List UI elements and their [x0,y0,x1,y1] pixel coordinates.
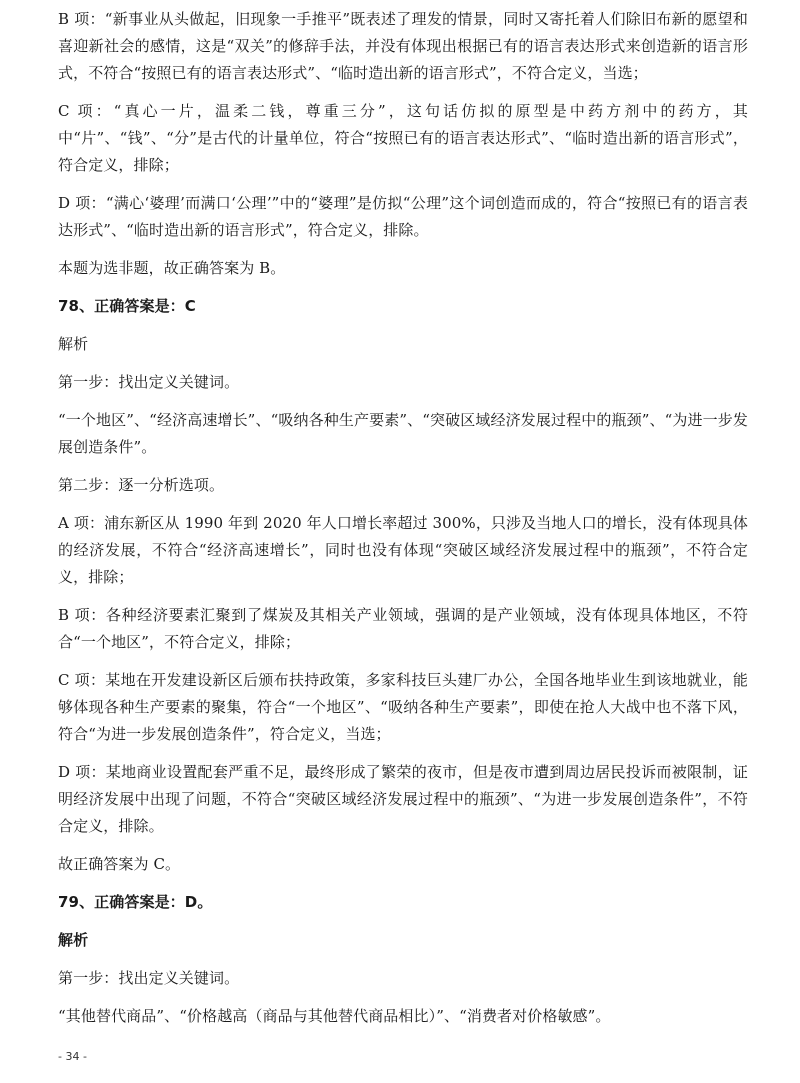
page-number: - 34 - [58,1050,87,1063]
option-c-analysis: C 项：某地在开发建设新区后颁布扶持政策，多家科技巨头建厂办公，全国各地毕业生到该地就业，能够体现各种生产要素的聚集，符合“一个地区”、“吸纳各种生产要素”，即使在抢人大战中也不落下风，符合“为进一步发展创造条件”，符合定义，当选； [58,671,748,743]
option-d-analysis: D 项：“满心‘婆理’而满口‘公理’”中的“婆理”是仿拟“公理”这个词创造而成的，符合“按照已有的语言表达形式”、“临时造出新的语言形式”，符合定义，排除。 [58,194,748,239]
step-one-text: 第一步：找出定义关键词。 [58,969,240,987]
step-one-text: 第一步：找出定义关键词。 [58,373,240,391]
option-a-analysis: A 项：浦东新区从 1990 年到 2020 年人口增长率超过 300%，只涉及当地人口的增长，没有体现具体的经济发展，不符合“经济高速增长”，同时也没有体现“突破区域经济发展过程中的瓶颈”，不符合定义，排除； [58,514,748,586]
document-body [58,6,748,1041]
option-d-analysis: D 项：某地商业设置配套严重不足，最终形成了繁荣的夜市，但是夜市遭到周边居民投诉而被限制，证明经济发展中出现了问题，不符合“突破区域经济发展过程中的瓶颈”、“为进一步发展创造条件”，不符合定义，排除。 [58,763,748,835]
answer-conclusion: 故正确答案为 C。 [58,855,181,873]
step-two-text: 第二步：逐一分析选项。 [58,476,225,494]
answer-conclusion: 本题为选非题，故正确答案为 B。 [58,259,286,277]
analysis-label: 解析 [58,335,89,353]
option-c-analysis: C 项：“真心一片，温柔二钱，尊重三分”，这句话仿拟的原型是中药方剂中的药方，其中“片”、“钱”、“分”是古代的计量单位，符合“按照已有的语言表达形式”、“临时造出新的语言形式”，符合定义，排除； [58,102,748,174]
keywords-text: “一个地区”、“经济高速增长”、“吸纳各种生产要素”、“突破区域经济发展过程中的瓶颈”、“为进一步发展创造条件”。 [58,411,748,456]
keywords-text: “其他替代商品”、“价格越高（商品与其他替代商品相比）”、“消费者对价格敏感”。 [58,1007,611,1025]
question-79-answer-heading: 79、正确答案是：D。 [58,893,213,911]
option-b-analysis: B 项：各种经济要素汇聚到了煤炭及其相关产业领域，强调的是产业领域，没有体现具体地区，不符合“一个地区”，不符合定义，排除； [58,606,748,651]
question-78-answer-heading: 78、正确答案是：C [58,297,196,315]
analysis-label: 解析 [58,931,89,949]
option-b-analysis: B 项：“新事业从头做起，旧现象一手推平”既表述了理发的情景，同时又寄托着人们除旧布新的愿望和喜迎新社会的感情，这是“双关”的修辞手法，并没有体现出根据已有的语言表达形式来创造新的语言形式，不符合“按照已有的语言表达形式”、“临时造出新的语言形式”，不符合定义，当选； [58,10,748,82]
